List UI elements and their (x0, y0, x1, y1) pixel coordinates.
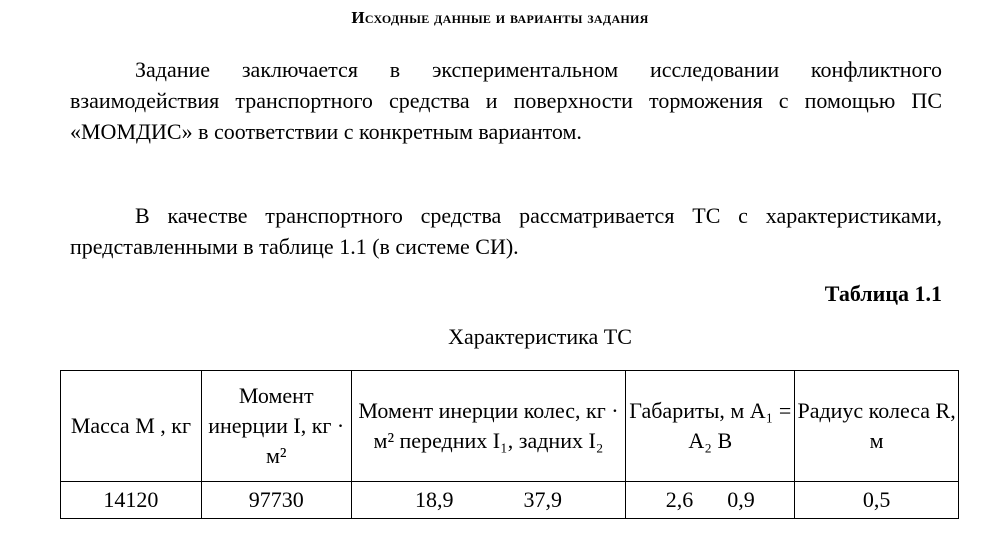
cell-wheel-inertia (351, 482, 626, 519)
cell-b: 0,9 (727, 487, 755, 512)
table-row (61, 482, 959, 519)
cell-i2: 37,9 (523, 487, 562, 512)
cell-inertia: 97730 (201, 482, 351, 519)
cell-radius: 0,5 (795, 482, 959, 519)
header-radius: Радиус колеса R, м (795, 371, 959, 482)
cell-a: 2,6 (665, 487, 694, 512)
cell-i1: 18,9 (415, 487, 454, 512)
paragraph-vehicle (70, 200, 942, 262)
section-heading: Исходные данные и варианты задания (351, 8, 649, 27)
header-dimensions: Габариты, м A₁ = A₂ B (626, 371, 795, 482)
table-number: Таблица 1.1 (824, 281, 942, 306)
cell-mass: 14120 (61, 482, 202, 519)
table-header-row (61, 371, 959, 482)
header-mass: Масса M , кг (61, 371, 202, 482)
paragraph-task (70, 54, 942, 147)
cell-dimensions (626, 482, 795, 519)
vehicle-spec-table (60, 370, 959, 519)
table-caption: Характеристика ТС (448, 324, 632, 349)
header-inertia: Момент инерции I, кг · м² (201, 371, 351, 482)
paragraph-vehicle-text: В качестве транспортного средства рассматривается ТС с характеристиками, представленными в таблице 1.1 (в системе СИ). (70, 203, 942, 259)
header-wheel-inertia: Момент инерции колес, кг · м² передних I₁, задних I₂ (351, 371, 626, 482)
paragraph-task-text: Задание заключается в экспериментальном исследовании конфликтного взаимодействия транспортного средства и поверхности торможения с помощью ПС «МОМДИС» в соответствии с конкретным вариантом. (70, 57, 942, 144)
